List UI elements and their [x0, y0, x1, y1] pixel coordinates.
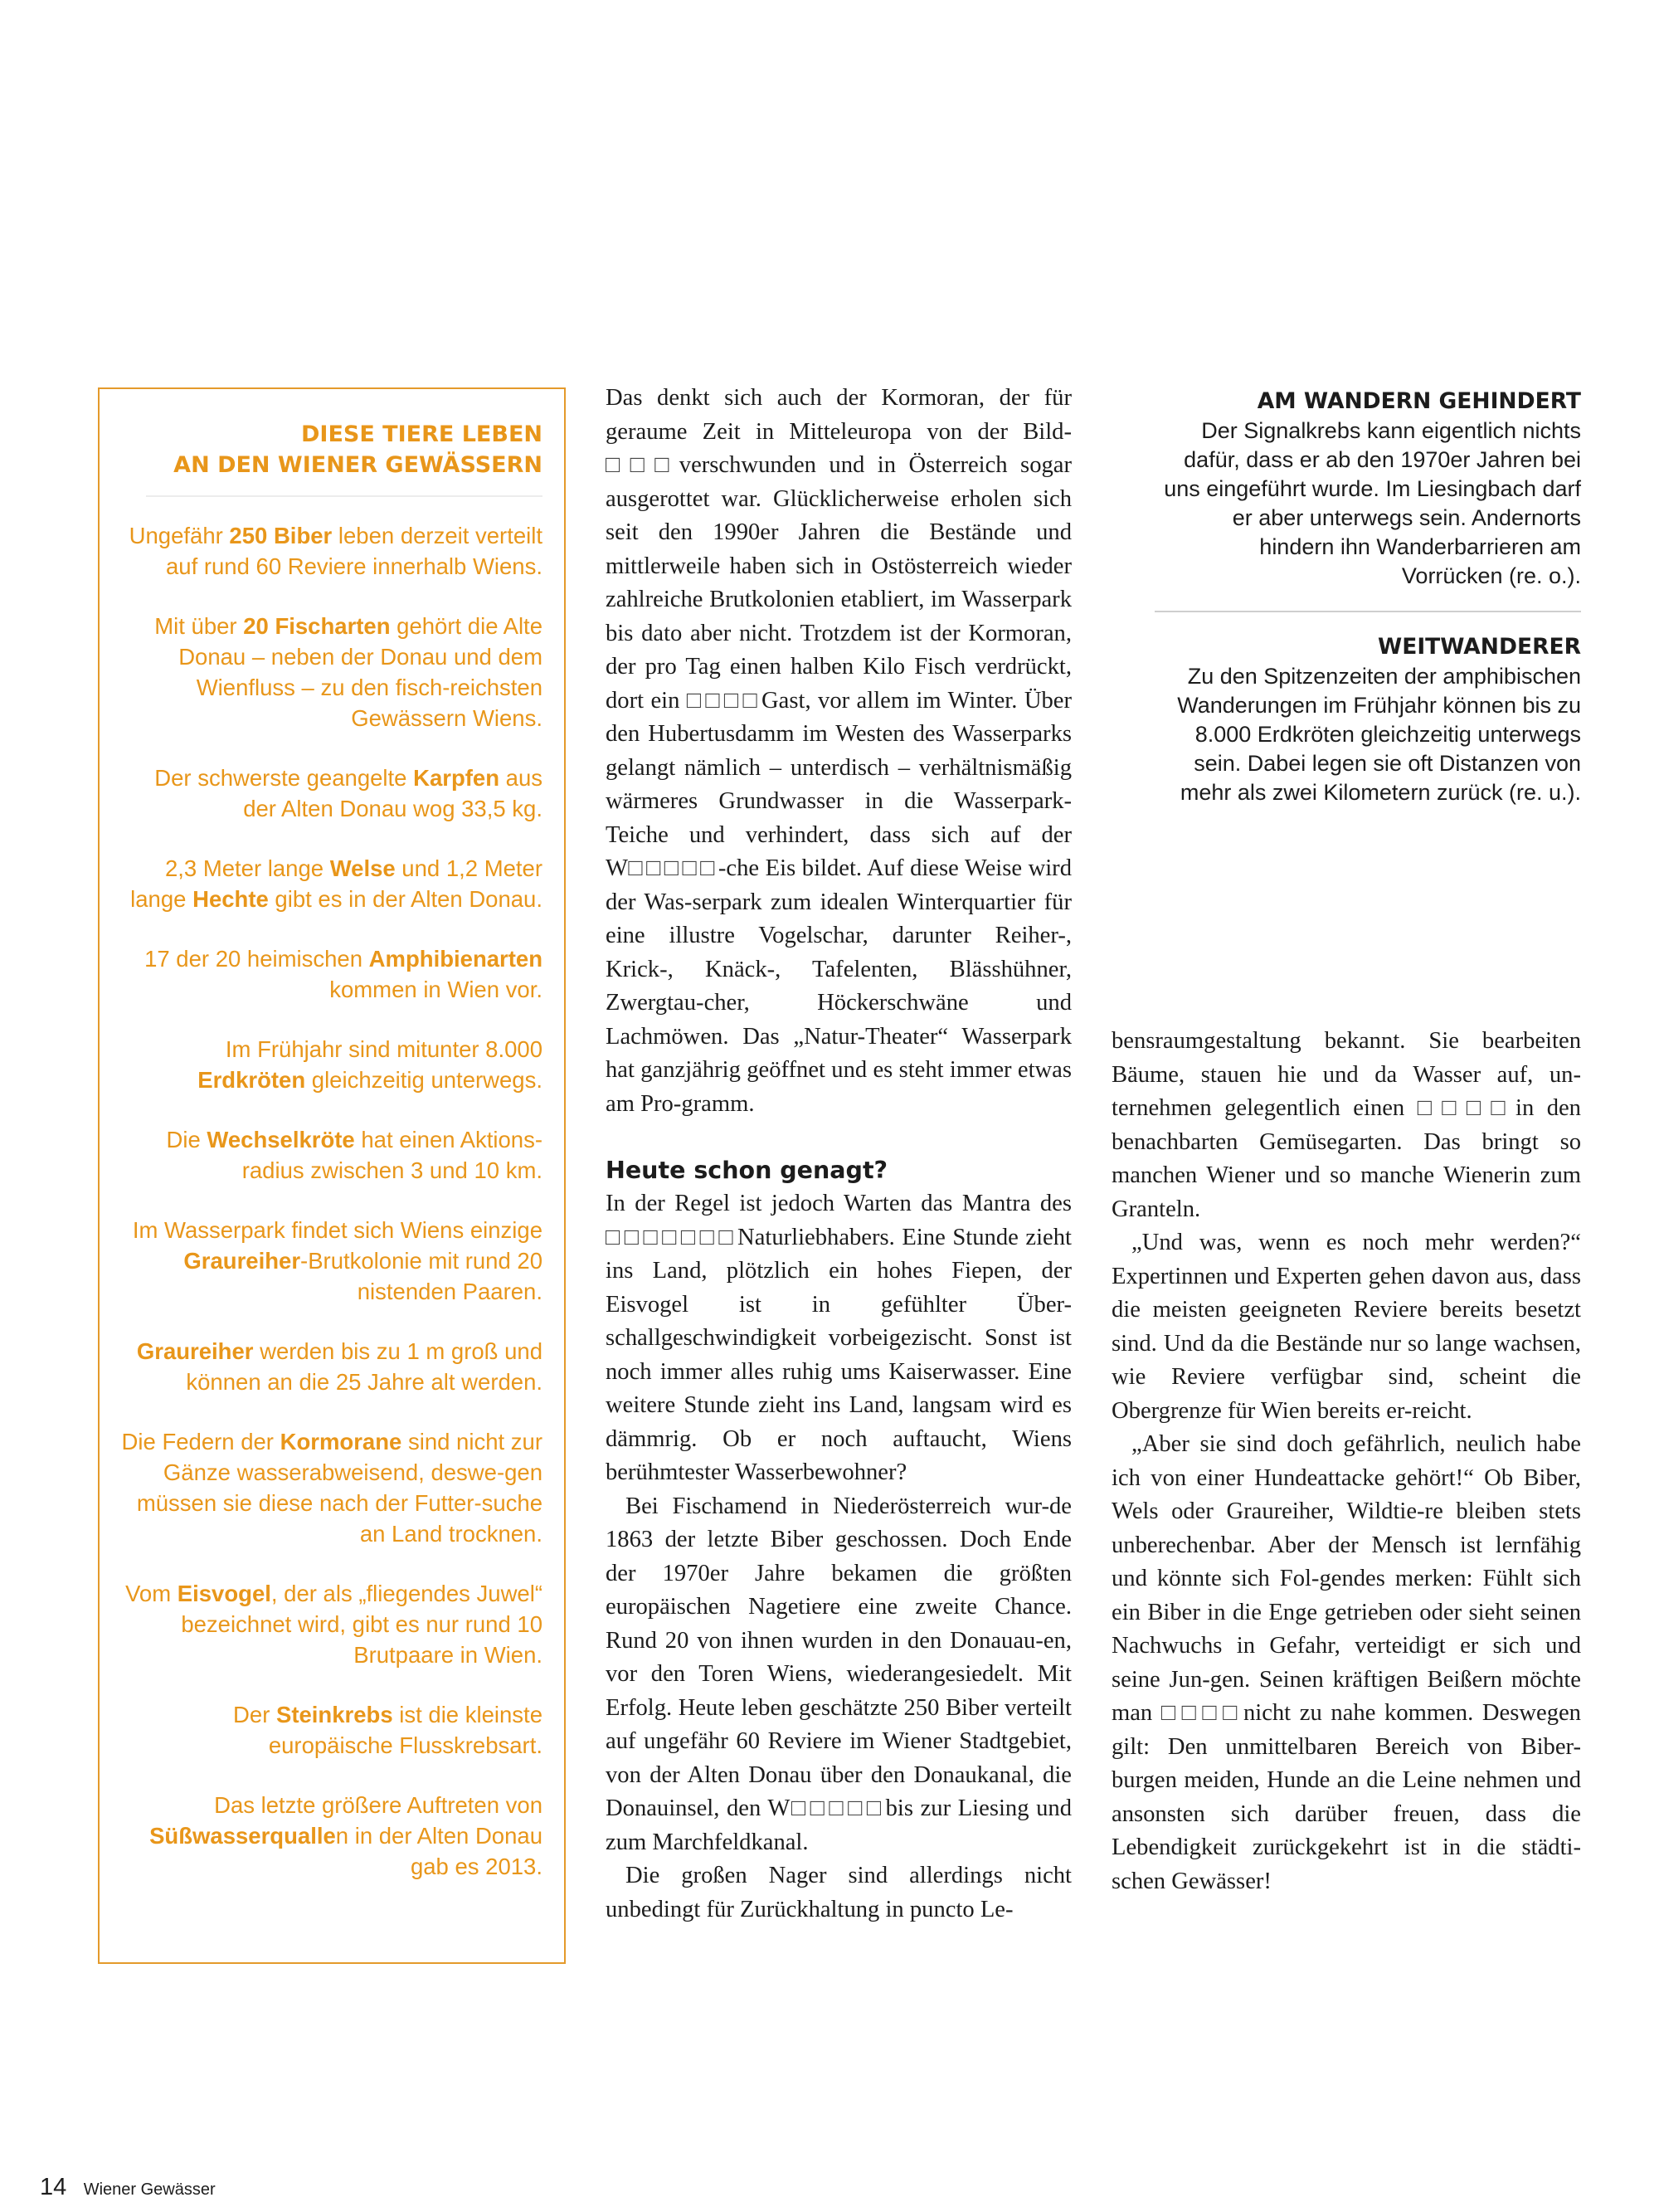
missing-glyphs: □□□□	[686, 687, 762, 714]
fact-highlight: Kormorane	[280, 1429, 402, 1454]
article-column-1	[606, 382, 1072, 1927]
fact-text: n in der Alten Donau gab es 2013.	[335, 1823, 542, 1879]
fact-item	[116, 853, 542, 914]
fact-item	[116, 1124, 542, 1186]
caption-text: Zu den Spitzenzeiten der amphibischen Wanderungen im Frühjahr können bis zu 8.000 Erdkröten gleichzeitig unterwegs sein. Dabei legen sie oft Distanzen von mehr als zwei Kilometern zurück (re. u.).	[1177, 664, 1581, 805]
caption-title: WEITWANDERER	[1377, 634, 1581, 660]
fact-text: Das letzte größere Auftreten von	[214, 1792, 542, 1818]
fact-text: Die	[166, 1127, 207, 1152]
fact-item	[116, 611, 542, 733]
caption-text: Der Signalkrebs kann eigentlich nichts dafür, dass er ab den 1970er Jahren bei uns eingeführt wurde. Im Liesingbach darf er aber unterwegs sein. Andernorts hindern ihn Wanderbarrieren am Vorrücken (re. o.).	[1164, 418, 1581, 588]
fact-item	[116, 520, 542, 582]
caption-divider	[1155, 611, 1581, 612]
fact-item	[116, 943, 542, 1005]
facts-box-title	[116, 419, 542, 480]
fact-highlight: Welse	[329, 855, 396, 881]
fact-highlight: Erdkröten	[197, 1067, 306, 1093]
fact-text: sind nicht zur Gänze wasserabweisend, deswe-gen müssen sie diese nach der Futter-suche an Land trocknen.	[136, 1429, 542, 1547]
fact-highlight: Karpfen	[413, 765, 500, 791]
article-column-2	[1112, 1025, 1581, 1898]
article-paragraph: bensraumgestaltung bekannt. Sie bearbeiten Bäume, stauen hie und da Wasser auf, un-ternehmen gelegentlich einen □□□□in den benachbarten Gemüsegarten. Das bringt so manchen Wiener und so manche Wienerin zum Granteln.	[1112, 1028, 1581, 1222]
missing-glyphs: □□□□	[1160, 1700, 1243, 1726]
missing-glyphs: □□□□□	[628, 855, 718, 881]
fact-text: kommen in Wien vor.	[329, 977, 542, 1002]
fact-highlight: Steinkrebs	[276, 1702, 393, 1727]
fact-item	[116, 1578, 542, 1670]
fact-text: 2,3 Meter lange	[164, 855, 330, 881]
page-number: 14	[40, 2174, 67, 2200]
fact-highlight: Graureiher	[136, 1338, 254, 1364]
image-captions	[1155, 387, 1581, 807]
missing-glyphs: □□□□	[1417, 1095, 1515, 1121]
fact-text: hat einen Aktions-radius zwischen 3 und 10 km.	[241, 1127, 542, 1183]
missing-glyphs: □□□□□	[790, 1795, 886, 1821]
fact-highlight: Wechselkröte	[207, 1127, 355, 1152]
fact-text: gibt es in der Alten Donau.	[268, 886, 542, 912]
fact-text: gehört die Alte Donau – neben der Donau und dem Wienfluss – zu den fisch-reichsten Gewässern Wiens.	[178, 613, 542, 731]
fact-item	[116, 1336, 542, 1397]
fact-text: Ungefähr	[129, 523, 230, 548]
animal-facts-box	[98, 387, 566, 1964]
missing-glyphs: □□□	[606, 452, 679, 478]
fact-text: werden bis zu 1 m groß und können an die 25 Jahre alt werden.	[186, 1338, 542, 1395]
fact-text: Der	[233, 1702, 276, 1727]
fact-item	[116, 1215, 542, 1307]
article-paragraph: In der Regel ist jedoch Warten das Mantra des □□□□□□□Naturliebhabers. Eine Stunde zieht ins Land, plötzlich ein hohes Fiepen, der Eisvogel ist in gefühlter Über-schallgeschwindigkeit vorbeigezischt. Sonst ist noch immer alles ruhig ums Kaiserwasser. Eine weitere Stunde zieht ins Land, langsam wird es dämmrig. Ob er noch auftaucht, Wiens berühmtester Wasserbewohner?	[606, 1191, 1072, 1485]
facts-box-title-line-1: DIESE TIERE LEBEN	[300, 421, 542, 447]
fact-text: ist die kleinste europäische Flusskrebsart.	[268, 1702, 542, 1758]
fact-text: Vom	[125, 1581, 178, 1606]
fact-text: -Brutkolonie mit rund 20 nistenden Paaren.	[300, 1248, 542, 1304]
fact-text: und 1,2 Meter lange	[130, 855, 542, 912]
fact-item	[116, 763, 542, 824]
fact-item	[116, 1426, 542, 1549]
fact-highlight: Hechte	[192, 886, 269, 912]
article-paragraph: „Und was, wenn es noch mehr werden?“ Expertinnen und Experten gehen davon aus, dass die meisten geeigneten Reviere bereits besetzt sind. Und da die Bestände nur so lange wachsen, wie Reviere verfügbar sind, scheint die Obergrenze für Wien bereits er-reicht.	[1112, 1230, 1581, 1424]
fact-highlight: Süßwasserqualle	[149, 1823, 336, 1849]
fact-text: Mit über	[154, 613, 244, 639]
fact-highlight: 20 Fischarten	[243, 613, 391, 639]
article-paragraph: Bei Fischamend in Niederösterreich wur-de 1863 der letzte Biber geschossen. Doch Ende der 1970er Jahre bekamen die größten europäischen Nagetiere eine zweite Chance. Rund 20 von ihnen wurden in den Donauau-en, vor den Toren Wiens, wiederangesiedelt. Mit Erfolg. Heute leben geschätzte 250 Biber verteilt auf ungefähr 60 Reviere im Wiener Stadtgebiet, von der Alten Donau über den Donaukanal, die Donauinsel, den W□□□□□bis zur Liesing und zum Marchfeldkanal.	[606, 1493, 1072, 1855]
article-paragraph: Die großen Nager sind allerdings nicht unbedingt für Zurückhaltung in puncto Le-	[606, 1863, 1072, 1922]
caption-title: AM WANDERN GEHINDERT	[1257, 388, 1581, 414]
fact-highlight: 250 Biber	[229, 523, 333, 548]
facts-box-title-line-2: AN DEN WIENER GEWÄSSERN	[173, 452, 542, 478]
fact-item	[116, 1790, 542, 1882]
fact-text: Der schwerste geangelte	[154, 765, 414, 791]
fact-item	[116, 1699, 542, 1761]
fact-highlight: Amphibienarten	[368, 946, 542, 972]
fact-text: Die Federn der	[121, 1429, 280, 1454]
fact-text: Im Frühjahr sind mitunter 8.000	[225, 1036, 542, 1062]
fact-text: 17 der 20 heimischen	[144, 946, 369, 972]
caption-block	[1155, 387, 1581, 591]
publication-title: Wiener Gewässer	[83, 2180, 216, 2199]
fact-text: gleichzeitig unterwegs.	[305, 1067, 542, 1093]
section-heading: Heute schon genagt?	[606, 1157, 888, 1184]
fact-highlight: Eisvogel	[177, 1581, 271, 1606]
fact-item	[116, 1034, 542, 1095]
missing-glyphs: □□□□□□□	[606, 1224, 738, 1250]
fact-highlight: Graureiher	[183, 1248, 301, 1274]
article-paragraph: Das denkt sich auch der Kormoran, der für geraume Zeit in Mitteleuropa von der Bild-□□□verschwunden und in Österreich sogar ausgerottet war. Glücklicherweise erholen sich seit den 1990er Jahren die Bestände und mittlerweile haben sich in Ostösterreich wieder zahlreiche Brutkolonien etabliert, im Wasserpark bis dato aber nicht. Trotzdem ist der Kormoran, der pro Tag einen halben Kilo Fisch verdrückt, dort ein □□□□Gast, vor allem im Winter. Über den Hubertusdamm im Westen des Wasserparks gelangt nämlich – unterdisch – verhältnismäßig wärmeres Grundwasser in die Wasserpark-Teiche und verhindert, dass sich auf der W□□□□□-che Eis bildet. Auf diese Weise wird der Was-serpark zum idealen Winterquartier für eine illustre Vogelschar, darunter Reiher-, Krick-, Knäck-, Tafelenten, Blässhühner, Zwergtau-cher, Höckerschwäne und Lachmöwen. Das „Natur-Theater“ Wasserpark hat ganzjährig geöffnet und es steht immer etwas am Pro-gramm.	[606, 385, 1072, 1117]
article-paragraph: „Aber sie sind doch gefährlich, neulich habe ich von einer Hundeattacke gehört!“ Ob Biber, Wels oder Graureiher, Wildtie-re bleiben stets unberechenbar. Aber der Mensch ist lernfähig und könnte sich Fol-gendes merken: Fühlt sich ein Biber in die Enge getrieben oder sieht seinen Nachwuchs in Gefahr, verteidigt er sich und seine Jun-gen. Seinen kräftigen Beißern möchte man □□□□nicht zu nahe kommen. Deswegen gilt: Den unmittelbaren Bereich von Biber-burgen meiden, Hunde an die Leine nehmen und ansonsten sich darüber freuen, dass die Lebendigkeit zurückgekehrt ist in die städti-schen Gewässer!	[1112, 1431, 1581, 1894]
facts-list	[116, 520, 542, 1882]
fact-text: aus der Alten Donau wog 33,5 kg.	[243, 765, 542, 821]
fact-text: , der als „fliegendes Juwel“ bezeichnet wird, gibt es nur rund 10 Brutpaare in Wien.	[181, 1581, 542, 1668]
facts-box-divider	[146, 495, 542, 497]
caption-block	[1155, 632, 1581, 807]
fact-text: Im Wasserpark findet sich Wiens einzige	[132, 1217, 542, 1243]
page-footer	[40, 2174, 216, 2201]
fact-text: leben derzeit verteilt auf rund 60 Reviere innerhalb Wiens.	[165, 523, 542, 579]
